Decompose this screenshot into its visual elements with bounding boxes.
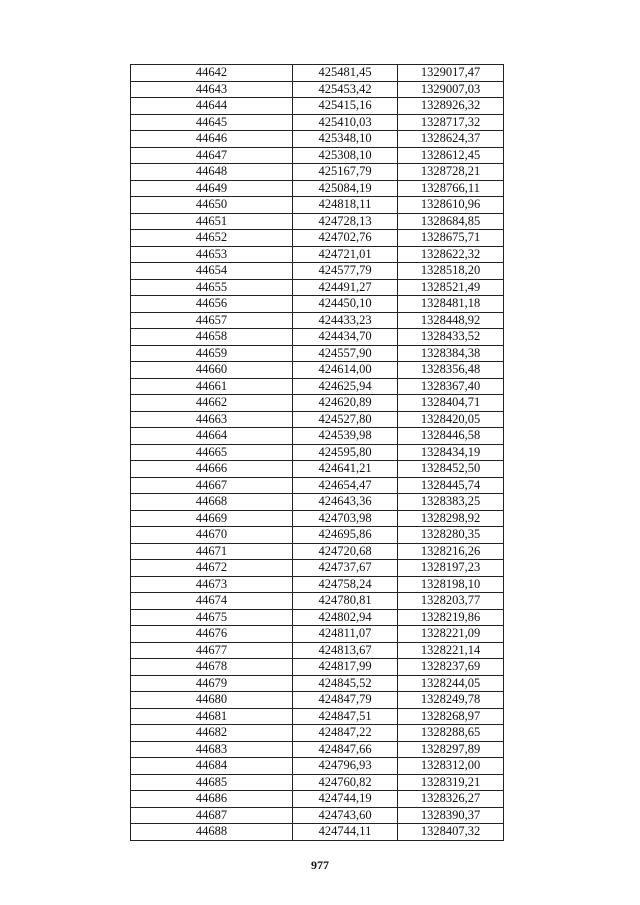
table-row [131,824,504,841]
table-row [131,444,504,461]
y-coordinate-cell: 1328203,77 [398,593,504,610]
point-number-cell: 44650 [131,197,293,214]
x-coordinate-cell: 424758,24 [293,576,398,593]
table-row [131,147,504,164]
x-coordinate-cell: 425308,10 [293,147,398,164]
table-row [131,494,504,511]
x-coordinate-cell: 424813,67 [293,642,398,659]
x-coordinate-cell: 424527,80 [293,411,398,428]
point-number-cell: 44667 [131,477,293,494]
point-number-cell: 44655 [131,279,293,296]
point-number-cell: 44648 [131,164,293,181]
table-row [131,543,504,560]
table-row [131,296,504,313]
point-number-cell: 44662 [131,395,293,412]
x-coordinate-cell: 424845,52 [293,675,398,692]
x-coordinate-cell: 424728,13 [293,213,398,230]
y-coordinate-cell: 1328407,32 [398,824,504,841]
table-row [131,345,504,362]
point-number-cell: 44654 [131,263,293,280]
table-row [131,81,504,98]
point-number-cell: 44685 [131,774,293,791]
y-coordinate-cell: 1329017,47 [398,65,504,82]
point-number-cell: 44647 [131,147,293,164]
table-row [131,263,504,280]
x-coordinate-cell: 424433,23 [293,312,398,329]
x-coordinate-cell: 424760,82 [293,774,398,791]
y-coordinate-cell: 1328420,05 [398,411,504,428]
x-coordinate-cell: 424654,47 [293,477,398,494]
point-number-cell: 44643 [131,81,293,98]
y-coordinate-cell: 1328288,65 [398,725,504,742]
point-number-cell: 44663 [131,411,293,428]
point-number-cell: 44676 [131,626,293,643]
table-row [131,428,504,445]
x-coordinate-cell: 424811,07 [293,626,398,643]
point-number-cell: 44682 [131,725,293,742]
y-coordinate-cell: 1328481,18 [398,296,504,313]
x-coordinate-cell: 424721,01 [293,246,398,263]
y-coordinate-cell: 1328684,85 [398,213,504,230]
x-coordinate-cell: 424744,19 [293,791,398,808]
point-number-cell: 44665 [131,444,293,461]
y-coordinate-cell: 1328404,71 [398,395,504,412]
table-row [131,708,504,725]
x-coordinate-cell: 425453,42 [293,81,398,98]
y-coordinate-cell: 1328298,92 [398,510,504,527]
x-coordinate-cell: 424434,70 [293,329,398,346]
table-row [131,642,504,659]
y-coordinate-cell: 1328326,27 [398,791,504,808]
y-coordinate-cell: 1328433,52 [398,329,504,346]
x-coordinate-cell: 424557,90 [293,345,398,362]
x-coordinate-cell: 424817,99 [293,659,398,676]
y-coordinate-cell: 1328249,78 [398,692,504,709]
table-row [131,725,504,742]
point-number-cell: 44672 [131,560,293,577]
x-coordinate-cell: 424595,80 [293,444,398,461]
point-number-cell: 44664 [131,428,293,445]
point-number-cell: 44646 [131,131,293,148]
y-coordinate-cell: 1328312,00 [398,758,504,775]
table-row [131,230,504,247]
point-number-cell: 44681 [131,708,293,725]
table-row [131,180,504,197]
coordinates-table-body [131,65,504,841]
y-coordinate-cell: 1328197,23 [398,560,504,577]
table-row [131,246,504,263]
y-coordinate-cell: 1328728,21 [398,164,504,181]
table-row [131,164,504,181]
x-coordinate-cell: 424743,60 [293,807,398,824]
point-number-cell: 44678 [131,659,293,676]
page-number: 977 [311,858,329,872]
table-row [131,741,504,758]
table-row [131,279,504,296]
table-row [131,98,504,115]
y-coordinate-cell: 1328356,48 [398,362,504,379]
table-row [131,609,504,626]
table-row [131,114,504,131]
point-number-cell: 44653 [131,246,293,263]
x-coordinate-cell: 424491,27 [293,279,398,296]
table-row [131,576,504,593]
y-coordinate-cell: 1328237,69 [398,659,504,676]
table-row [131,758,504,775]
y-coordinate-cell: 1328612,45 [398,147,504,164]
x-coordinate-cell: 425415,16 [293,98,398,115]
x-coordinate-cell: 424796,93 [293,758,398,775]
point-number-cell: 44671 [131,543,293,560]
table-row [131,692,504,709]
x-coordinate-cell: 425348,10 [293,131,398,148]
y-coordinate-cell: 1328926,32 [398,98,504,115]
point-number-cell: 44686 [131,791,293,808]
point-number-cell: 44683 [131,741,293,758]
y-coordinate-cell: 1328446,58 [398,428,504,445]
point-number-cell: 44670 [131,527,293,544]
y-coordinate-cell: 1328198,10 [398,576,504,593]
table-row [131,593,504,610]
point-number-cell: 44673 [131,576,293,593]
y-coordinate-cell: 1328216,26 [398,543,504,560]
y-coordinate-cell: 1329007,03 [398,81,504,98]
y-coordinate-cell: 1328384,38 [398,345,504,362]
x-coordinate-cell: 425167,79 [293,164,398,181]
table-row [131,131,504,148]
table-row [131,362,504,379]
point-number-cell: 44651 [131,213,293,230]
x-coordinate-cell: 424847,51 [293,708,398,725]
y-coordinate-cell: 1328766,11 [398,180,504,197]
y-coordinate-cell: 1328622,32 [398,246,504,263]
y-coordinate-cell: 1328297,89 [398,741,504,758]
coordinates-table [130,64,504,841]
point-number-cell: 44652 [131,230,293,247]
table-row [131,461,504,478]
x-coordinate-cell: 424614,00 [293,362,398,379]
table-row [131,791,504,808]
table-row [131,659,504,676]
point-number-cell: 44658 [131,329,293,346]
y-coordinate-cell: 1328521,49 [398,279,504,296]
table-row [131,65,504,82]
x-coordinate-cell: 425481,45 [293,65,398,82]
point-number-cell: 44684 [131,758,293,775]
x-coordinate-cell: 424847,79 [293,692,398,709]
y-coordinate-cell: 1328448,92 [398,312,504,329]
point-number-cell: 44669 [131,510,293,527]
y-coordinate-cell: 1328452,50 [398,461,504,478]
x-coordinate-cell: 425084,19 [293,180,398,197]
y-coordinate-cell: 1328219,86 [398,609,504,626]
y-coordinate-cell: 1328624,37 [398,131,504,148]
table-row [131,213,504,230]
x-coordinate-cell: 424802,94 [293,609,398,626]
x-coordinate-cell: 424780,81 [293,593,398,610]
point-number-cell: 44675 [131,609,293,626]
table-row [131,411,504,428]
y-coordinate-cell: 1328221,14 [398,642,504,659]
table-row [131,312,504,329]
y-coordinate-cell: 1328367,40 [398,378,504,395]
point-number-cell: 44660 [131,362,293,379]
point-number-cell: 44679 [131,675,293,692]
point-number-cell: 44677 [131,642,293,659]
x-coordinate-cell: 424641,21 [293,461,398,478]
x-coordinate-cell: 424818,11 [293,197,398,214]
x-coordinate-cell: 424695,86 [293,527,398,544]
x-coordinate-cell: 424539,98 [293,428,398,445]
x-coordinate-cell: 424703,98 [293,510,398,527]
y-coordinate-cell: 1328717,32 [398,114,504,131]
y-coordinate-cell: 1328383,25 [398,494,504,511]
table-row [131,395,504,412]
point-number-cell: 44680 [131,692,293,709]
y-coordinate-cell: 1328675,71 [398,230,504,247]
x-coordinate-cell: 424577,79 [293,263,398,280]
point-number-cell: 44657 [131,312,293,329]
x-coordinate-cell: 425410,03 [293,114,398,131]
table-row [131,477,504,494]
y-coordinate-cell: 1328280,35 [398,527,504,544]
y-coordinate-cell: 1328434,19 [398,444,504,461]
x-coordinate-cell: 424620,89 [293,395,398,412]
x-coordinate-cell: 424450,10 [293,296,398,313]
point-number-cell: 44645 [131,114,293,131]
table-row [131,329,504,346]
point-number-cell: 44661 [131,378,293,395]
table-row [131,560,504,577]
table-row [131,378,504,395]
table-row [131,197,504,214]
point-number-cell: 44644 [131,98,293,115]
point-number-cell: 44666 [131,461,293,478]
y-coordinate-cell: 1328390,37 [398,807,504,824]
y-coordinate-cell: 1328268,97 [398,708,504,725]
x-coordinate-cell: 424847,66 [293,741,398,758]
y-coordinate-cell: 1328319,21 [398,774,504,791]
y-coordinate-cell: 1328221,09 [398,626,504,643]
table-row [131,510,504,527]
table-row [131,527,504,544]
point-number-cell: 44656 [131,296,293,313]
x-coordinate-cell: 424847,22 [293,725,398,742]
x-coordinate-cell: 424625,94 [293,378,398,395]
x-coordinate-cell: 424737,67 [293,560,398,577]
point-number-cell: 44649 [131,180,293,197]
x-coordinate-cell: 424744,11 [293,824,398,841]
y-coordinate-cell: 1328244,05 [398,675,504,692]
y-coordinate-cell: 1328518,20 [398,263,504,280]
point-number-cell: 44642 [131,65,293,82]
x-coordinate-cell: 424720,68 [293,543,398,560]
table-row [131,774,504,791]
y-coordinate-cell: 1328445,74 [398,477,504,494]
table-row [131,675,504,692]
point-number-cell: 44674 [131,593,293,610]
y-coordinate-cell: 1328610,96 [398,197,504,214]
point-number-cell: 44688 [131,824,293,841]
table-row [131,626,504,643]
x-coordinate-cell: 424702,76 [293,230,398,247]
point-number-cell: 44668 [131,494,293,511]
point-number-cell: 44687 [131,807,293,824]
x-coordinate-cell: 424643,36 [293,494,398,511]
table-row [131,807,504,824]
point-number-cell: 44659 [131,345,293,362]
